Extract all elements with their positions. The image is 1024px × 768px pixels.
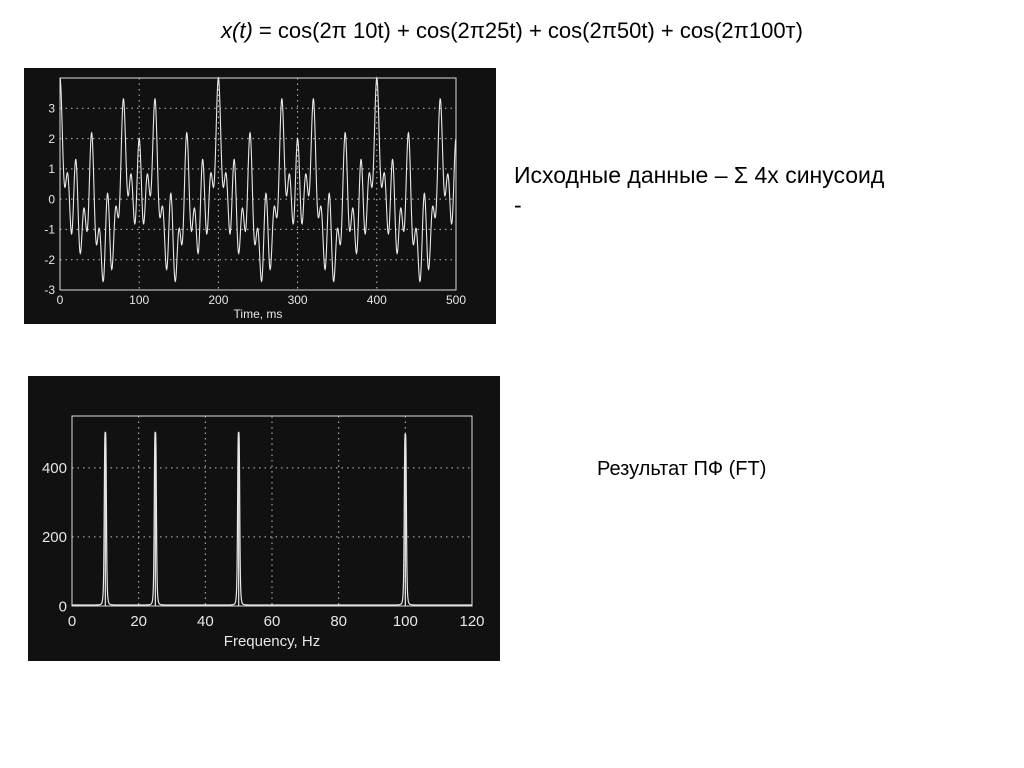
frequency-domain-chart xyxy=(28,376,500,661)
y-tick-label: 3 xyxy=(48,101,55,116)
x-tick-label: 40 xyxy=(196,613,214,630)
x-tick-label: 500 xyxy=(445,293,467,307)
x-axis-label: Time, ms xyxy=(233,307,283,321)
formula-title xyxy=(0,18,1024,44)
x-tick-label: 100 xyxy=(129,293,150,307)
source-data-caption-line2: - xyxy=(514,192,522,218)
x-tick-label: 120 xyxy=(459,613,485,630)
y-tick-label: 400 xyxy=(41,460,67,478)
time-domain-chart xyxy=(24,68,496,324)
x-tick-label: 400 xyxy=(366,293,387,307)
formula-lhs: x(t) xyxy=(221,18,253,43)
time-domain-svg xyxy=(24,68,496,324)
frequency-domain-svg xyxy=(28,376,500,661)
y-tick-label: -2 xyxy=(44,252,55,267)
x-tick-label: 0 xyxy=(56,293,64,307)
plot-frame xyxy=(60,78,456,290)
ft-result-caption: Результат ПФ (FT) xyxy=(597,458,767,480)
spectrum-trace xyxy=(72,432,472,605)
source-data-caption xyxy=(514,160,994,220)
formula-rhs: = cos(2π 10t) + cos(2π25t) + cos(2π50t) + cos(2π100т) xyxy=(252,18,803,43)
y-tick-label: 1 xyxy=(48,162,55,177)
y-tick-label: -1 xyxy=(44,222,55,237)
y-tick-label: -3 xyxy=(44,283,55,298)
source-data-caption-line1: Исходные данные – Σ 4х синусоид xyxy=(514,162,885,188)
x-tick-label: 100 xyxy=(392,613,418,630)
x-tick-label: 80 xyxy=(330,613,348,630)
x-axis-label: Frequency, Hz xyxy=(223,633,321,650)
x-tick-label: 60 xyxy=(263,613,281,630)
y-tick-label: 0 xyxy=(58,598,67,616)
x-tick-label: 300 xyxy=(287,293,308,307)
x-tick-label: 200 xyxy=(208,293,229,307)
x-tick-label: 20 xyxy=(130,613,148,630)
y-tick-label: 200 xyxy=(41,529,67,547)
y-tick-label: 0 xyxy=(48,192,55,207)
y-tick-label: 2 xyxy=(48,131,55,146)
x-tick-label: 0 xyxy=(67,613,77,630)
